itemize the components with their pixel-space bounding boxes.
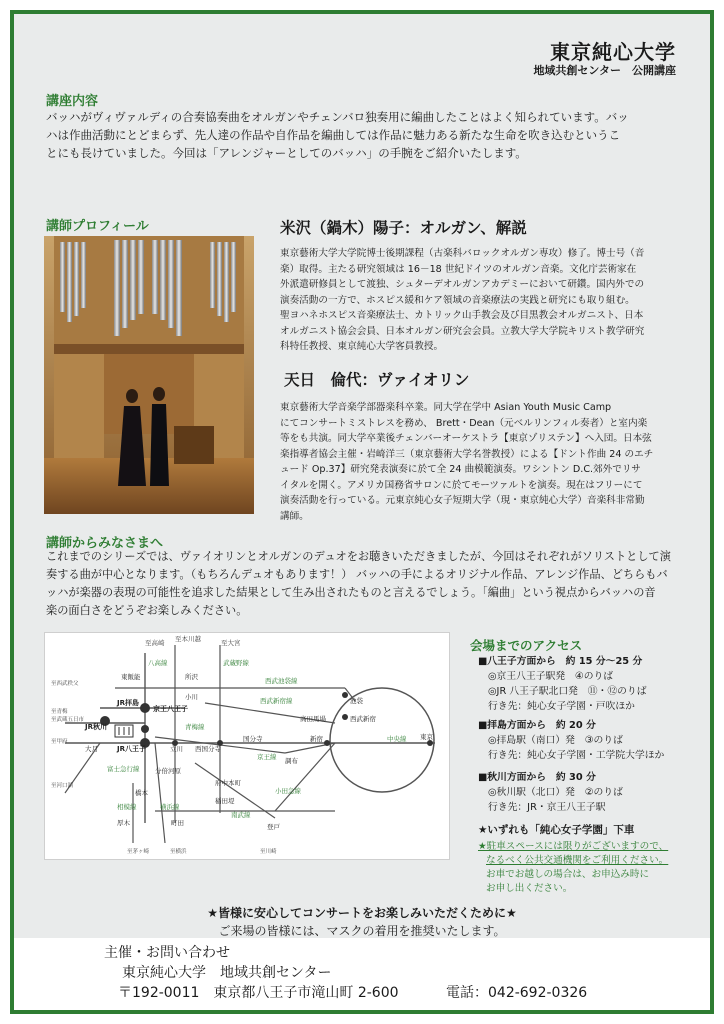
map-label: 府中本町 xyxy=(215,779,241,787)
map-label: 厚木 xyxy=(117,819,130,827)
footer-organization: 東京純心大学 地域共創センター xyxy=(122,965,332,981)
map-label: 八高線 xyxy=(148,659,168,667)
map-label: 町田 xyxy=(171,819,184,827)
bio-line: オルガニスト協会会員、日本オルガン研究会会員。立教大学大学院キリスト教学研究 xyxy=(280,325,645,337)
footer-address: 〒192-0011 東京都八王子市滝山町 2-600 xyxy=(118,985,399,1001)
map-label: 至本川越 xyxy=(175,635,201,643)
map-label: 小田急線 xyxy=(275,787,301,795)
map-label: 至横浜 xyxy=(170,849,187,855)
lecturer-name: 米沢（鍋木）陽子：オルガン、解説 xyxy=(280,219,527,237)
route-line: ◎JR 八王子駅北口発 ⑪・⑫のりば xyxy=(488,686,647,697)
map-label: 至甲府 xyxy=(51,739,68,745)
message-line: ッハが楽器の表現の可能性を追求した結果として生み出されたものと言えるでしょう。「編曲」という視点からバッハの音 xyxy=(46,586,656,599)
map-label: 調布 xyxy=(285,757,298,765)
map-label: 富士急行線 xyxy=(107,765,140,773)
map-label: 中央線 xyxy=(387,735,407,743)
course-line: バッハがヴィヴァルディの合奏協奏曲をオルガンやチェンバロ独奏用に編曲したことはよく知られています。バッ xyxy=(46,110,629,124)
map-label: 東京 xyxy=(420,733,433,741)
map-label: 所沢 xyxy=(185,673,198,681)
message-line: これまでのシリーズでは、ヴァイオリンとオルガンのデュオをお聴きいただきましたが、今回はそれぞれがソリストとして演 xyxy=(46,550,671,563)
route-line: 行き先：JR・京王八王子駅 xyxy=(488,802,606,813)
map-label: 池袋 xyxy=(350,697,363,705)
map-label: 至河口湖 xyxy=(51,783,74,789)
access-route xyxy=(478,654,647,714)
parking-line: なるべく公共交通機関をご利用ください。 xyxy=(486,855,669,866)
bio-line: イタルを開く。アメリカ国務省サロンに於てモーツァルトを演奏。現在はフリーにて xyxy=(280,479,643,491)
message-text xyxy=(46,548,706,620)
route-line: 行き先：純心女子学園・戸吹ほか xyxy=(488,701,635,712)
bio-line: 楽）取得。主たる研究領域は 16－18 世紀ドイツのオルガン音楽。文化庁芸術家在 xyxy=(280,263,637,275)
parking-line: お申し出ください。 xyxy=(486,883,573,894)
route-line: ◎秋川駅（北口）発 ②のりば xyxy=(488,787,623,798)
map-label: 至茅ヶ崎 xyxy=(127,849,150,855)
map-label: 至高崎 xyxy=(145,639,165,647)
map-label: 西武新宿 xyxy=(350,715,376,723)
route-line: ◎京王八王子駅発 ④のりば xyxy=(488,671,614,682)
route-title: ■拝島方面から 約 20 分 xyxy=(478,720,596,731)
map-label: 西武池袋線 xyxy=(265,677,298,685)
bio-line: 東京藝術大学音楽学部器楽科卒業。同大学在学中 Asian Youth Music Camp xyxy=(280,402,612,413)
map-label: 至西武秩父 xyxy=(51,681,79,687)
map-label: 国分寺 xyxy=(243,735,263,743)
map-label: 西武新宿線 xyxy=(260,697,293,705)
message-line: 楽の面白さをどうぞお楽しみください。 xyxy=(46,604,248,617)
map-label: 至大宮 xyxy=(221,639,241,647)
route-line: 行き先：純心女子学園・工学院大学ほか xyxy=(488,750,665,761)
map-label: 大月 xyxy=(85,745,98,753)
parking-note xyxy=(478,840,668,896)
access-route xyxy=(478,718,664,763)
map-label: 青梅線 xyxy=(185,723,205,731)
lecturer-name: 天日 倫代：ヴァイオリン xyxy=(284,371,470,389)
map-label: JR八王子 xyxy=(117,745,146,753)
profile-heading: 講師プロフィール xyxy=(46,219,149,234)
map-label: 橋本 xyxy=(135,789,148,797)
bio-line: 講師。 xyxy=(280,510,309,522)
notice-title: ★皆様に安心してコンサートをお楽しみいただくために★ xyxy=(207,906,517,920)
map-label: 至川崎 xyxy=(260,849,277,855)
map-label: 相模線 xyxy=(117,803,137,811)
bio-line: にてコンサートミストレスを務め、 Brett・Dean（元ベルリンフィル奏者）と室内楽 xyxy=(280,417,648,429)
map-label: 小川 xyxy=(185,693,198,701)
performers-photo xyxy=(44,236,254,514)
parking-line: ★駐車スペースには限りがございますので、 xyxy=(478,841,669,852)
map-label: 分倍河原 xyxy=(155,767,181,775)
map-label: 高田馬場 xyxy=(300,715,326,723)
footer-phone: 電話：042-692-0326 xyxy=(446,985,588,1001)
lecturer-bio xyxy=(280,246,700,355)
access-heading: 会場までのアクセス xyxy=(470,638,583,653)
map-label: 新宿 xyxy=(310,735,323,743)
route-title: ■秋川方面から 約 30 分 xyxy=(478,772,596,783)
map-label: JR拝島 xyxy=(117,699,139,707)
map-label: 武蔵野線 xyxy=(223,659,249,667)
map-label: 立川 xyxy=(170,745,183,753)
parking-line: お車でお越しの場合は、お申込み時に xyxy=(486,869,650,880)
bio-line: 演奏活動を行っている。元東京純心女子短期大学（現・東京純心大学）音楽科非常勤 xyxy=(280,495,645,506)
center-subtitle: 地域共創センター 公開講座 xyxy=(533,64,676,77)
notice-mask: ご来場の皆様には、マスクの着用を推奨いたします。 xyxy=(218,924,506,938)
access-route xyxy=(478,770,623,815)
bio-line: 演奏活動の一方で、ホスピス緩和ケア領域の音楽療法の実践と研究にも取り組む。 xyxy=(280,294,635,306)
map-label: 至武蔵五日市 xyxy=(51,717,85,723)
route-title: ■八王子方面から 約 15 分～25 分 xyxy=(478,656,643,667)
map-label: 至青梅 xyxy=(51,709,68,715)
route-map xyxy=(44,632,450,860)
course-line: とにも長けていました。今回は「アレンジャーとしてのバッハ」の手腕をご紹介いたします。 xyxy=(46,146,527,160)
message-line: 奏する曲が中心となります。（もちろんデュオもあります！） バッハの手によるオリジナル作品、アレンジ作品、どちらもバ xyxy=(46,568,668,581)
map-label: 南武線 xyxy=(231,811,251,819)
bio-line: 外派遣研修員として渡独、シュターデオルガンアカデミーにおいて研鑽。国内外での xyxy=(280,279,645,290)
course-heading: 講座内容 xyxy=(46,94,99,109)
map-label: JR秋川 xyxy=(85,723,107,731)
bio-line: 科特任教授、東京純心大学客員教授。 xyxy=(280,341,444,352)
bio-line: 東京藝術大学大学院博士後期課程（古楽科バロックオルガン専攻）修了。博士号（音 xyxy=(280,248,645,259)
route-line: ◎拝島駅（南口）発 ③のりば xyxy=(488,735,623,746)
map-label: 京王八王子 xyxy=(153,705,188,713)
map-label: 東飯能 xyxy=(121,673,141,681)
bio-line: 楽指導者協会主催・岩崎洋三（東京藝術大学名誉教授）による【ドント作曲 24 のエチ xyxy=(280,448,654,460)
map-label: 横浜線 xyxy=(160,803,180,811)
map-label: 稲田堤 xyxy=(215,797,235,805)
course-description xyxy=(46,108,696,162)
bus-stop-note: ★いずれも「純心女子学園」下車 xyxy=(478,824,635,836)
university-name: 東京純心大学 xyxy=(550,40,676,64)
lecturer-bio xyxy=(280,400,700,524)
footer-label: 主催・お問い合わせ xyxy=(104,945,230,961)
message-heading: 講師からみなさまへ xyxy=(46,536,164,551)
bio-line: 等をも共演。同大学卒業後チェンバーオーケストラ【東京ゾリステン】へ入団。日本弦 xyxy=(280,433,652,444)
map-label: 京王線 xyxy=(257,753,277,761)
bio-line: ュード Op.37】研究発表演奏に於て全 24 曲模範演奏。ワシントン D.C.郊外でリサ xyxy=(280,464,641,475)
course-line: ハは作曲活動にとどまらず、先人達の作品や自作品を編曲しては作品に魅力ある新たな生命を吹き込むというこ xyxy=(46,128,621,142)
bio-line: 聖ヨハネホスピス音楽療法士、カトリック山手教会及び目黒教会オルガニスト、日本 xyxy=(280,310,644,321)
map-label: 西国分寺 xyxy=(195,745,221,753)
map-label: 登戸 xyxy=(267,823,280,831)
